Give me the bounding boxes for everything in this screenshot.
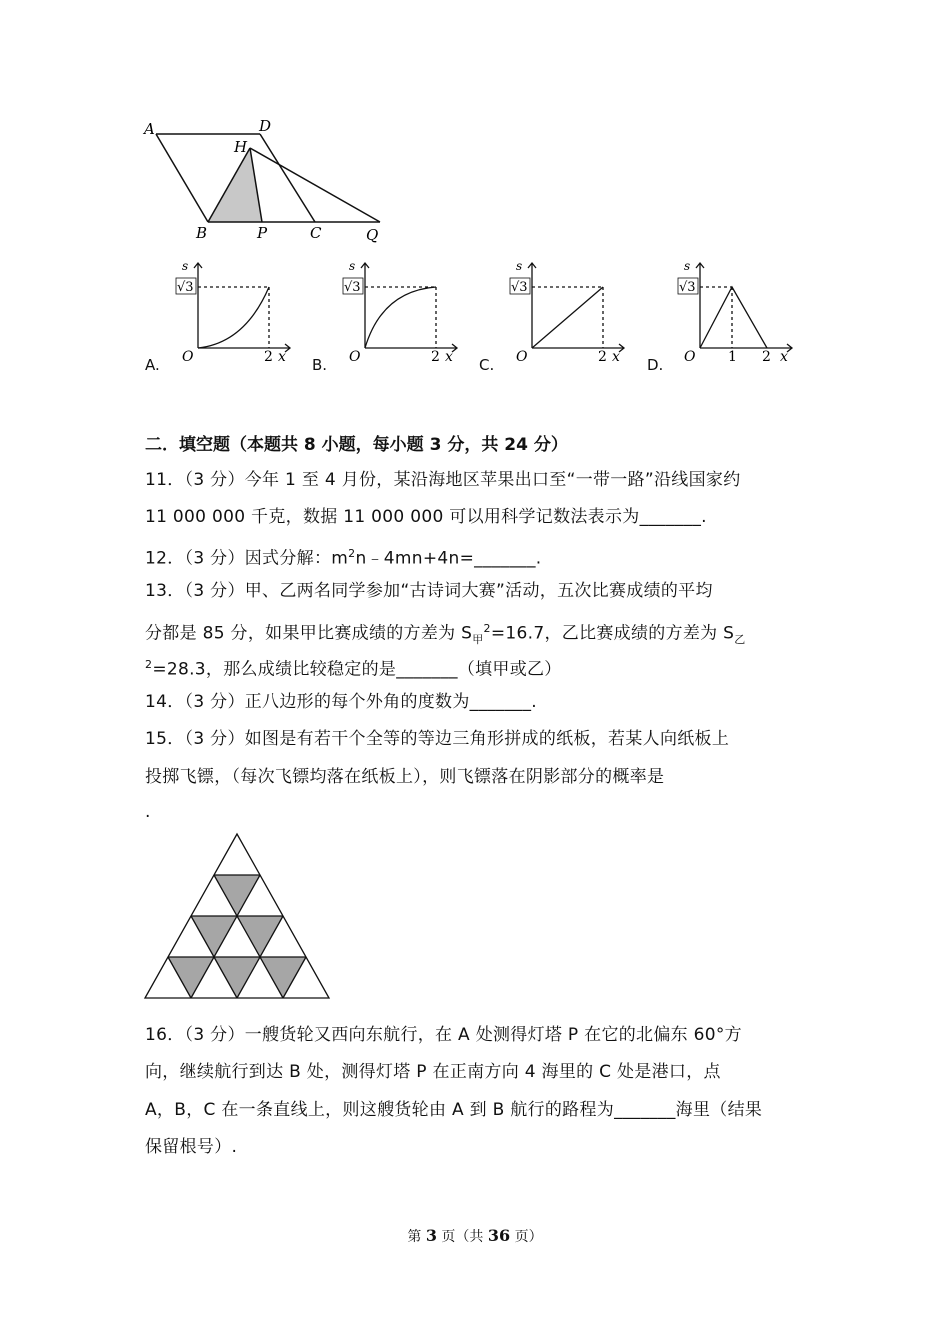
s-axis-label: s xyxy=(516,259,523,273)
footer-page-number: 3 xyxy=(425,1226,437,1245)
footer-c: 页） xyxy=(510,1229,543,1245)
q16-line4: 保留根号）. xyxy=(145,1137,238,1157)
q14-line: 14．（3 分）正八边形的每个外角的度数为_______. xyxy=(145,692,537,712)
graph-d xyxy=(672,258,802,368)
q13-sup-1: 2 xyxy=(483,622,491,635)
x-one-label: 1 xyxy=(728,349,737,365)
q12-sup: 2 xyxy=(348,547,356,560)
q11-line1: 11．（3 分）今年 1 至 4 月份，某沿海地区苹果出口至“一带一路”沿线国家约 xyxy=(145,470,741,490)
q13-line3-text: =28.3，那么成绩比较稳定的是_______（填甲或乙） xyxy=(152,659,562,680)
label-P: P xyxy=(257,224,268,242)
q13-line2 xyxy=(145,617,746,652)
sqrt3-label: √3 xyxy=(511,280,528,295)
label-B: B xyxy=(196,224,208,242)
q15-line2: 投掷飞镖，（每次飞镖均落在纸板上），则飞镖落在阴影部分的概率是 xyxy=(145,767,665,787)
label-A: A xyxy=(144,120,155,138)
origin-label: O xyxy=(349,349,361,365)
q13-sub-yi: 乙 xyxy=(734,633,746,647)
label-H: H xyxy=(234,138,248,156)
x-two-label: 2 xyxy=(598,349,607,365)
x-two-label: 2 xyxy=(431,349,440,365)
origin-label: O xyxy=(516,349,528,365)
x-axis-label: x xyxy=(278,349,286,365)
sqrt3-label: √3 xyxy=(679,280,696,295)
origin-label: O xyxy=(182,349,194,365)
graph-c xyxy=(504,258,634,368)
origin-label: O xyxy=(684,349,696,365)
footer-b: 页（共 xyxy=(436,1229,488,1245)
q11-line2: 11 000 000 千克，数据 11 000 000 可以用科学记数法表示为_______. xyxy=(145,507,707,527)
section-title: 二．填空题（本题共 8 小题，每小题 3 分，共 24 分） xyxy=(145,435,568,455)
q13-line3 xyxy=(145,653,562,682)
s-axis-label: s xyxy=(349,259,356,273)
option-a-label: A. xyxy=(145,356,160,374)
x-two-label: 2 xyxy=(264,349,273,365)
sqrt3-label: √3 xyxy=(344,280,361,295)
x-axis-label: x xyxy=(612,349,620,365)
sqrt3-label: √3 xyxy=(177,280,194,295)
q13-line2-a: 分都是 85 分，如果甲比赛成绩的方差为 S xyxy=(145,623,473,644)
graph-b xyxy=(337,258,467,368)
graph-a xyxy=(170,258,300,368)
q13-sup-2: 2 xyxy=(145,658,153,671)
rhombus-figure xyxy=(140,118,390,243)
x-axis-label: x xyxy=(780,349,788,365)
q16-line2: 向，继续航行到达 B 处，测得灯塔 P 在正南方向 4 海里的 C 处是港口，点 xyxy=(145,1062,721,1082)
x-two-label: 2 xyxy=(762,349,771,365)
option-c-label: C. xyxy=(479,356,495,374)
option-d-label: D. xyxy=(647,356,664,374)
q12-text-b: n﹣4mn+4n=_______. xyxy=(355,548,542,569)
footer-a: 第 xyxy=(407,1229,426,1245)
triangle-board-figure xyxy=(140,832,340,1004)
footer-total-pages: 36 xyxy=(487,1226,511,1245)
q16-line3: A，B，C 在一条直线上，则这艘货轮由 A 到 B 航行的路程为_______海里（结果 xyxy=(145,1100,763,1120)
q13-line1: 13．（3 分）甲、乙两名同学参加“古诗词大赛”活动，五次比赛成绩的平均 xyxy=(145,581,713,601)
q12-text-a: 12．（3 分）因式分解：m xyxy=(145,548,349,569)
s-axis-label: s xyxy=(684,259,691,273)
s-axis-label: s xyxy=(182,259,189,273)
q13-line2-b: =16.7，乙比赛成绩的方差为 S xyxy=(490,623,735,644)
q12-line xyxy=(145,542,541,571)
label-D: D xyxy=(259,118,272,135)
q16-line1: 16．（3 分）一艘货轮又西向东航行，在 A 处测得灯塔 P 在它的北偏东 60°方 xyxy=(145,1025,742,1045)
q15-line1: 15．（3 分）如图是有若干个全等的等边三角形拼成的纸板，若某人向纸板上 xyxy=(145,729,730,749)
label-Q: Q xyxy=(366,226,379,243)
page-footer xyxy=(0,1226,950,1246)
label-C: C xyxy=(310,224,322,242)
q15-line3: . xyxy=(145,802,151,822)
q13-sub-jia: 甲 xyxy=(472,633,484,647)
option-b-label: B. xyxy=(312,356,328,374)
x-axis-label: x xyxy=(445,349,453,365)
